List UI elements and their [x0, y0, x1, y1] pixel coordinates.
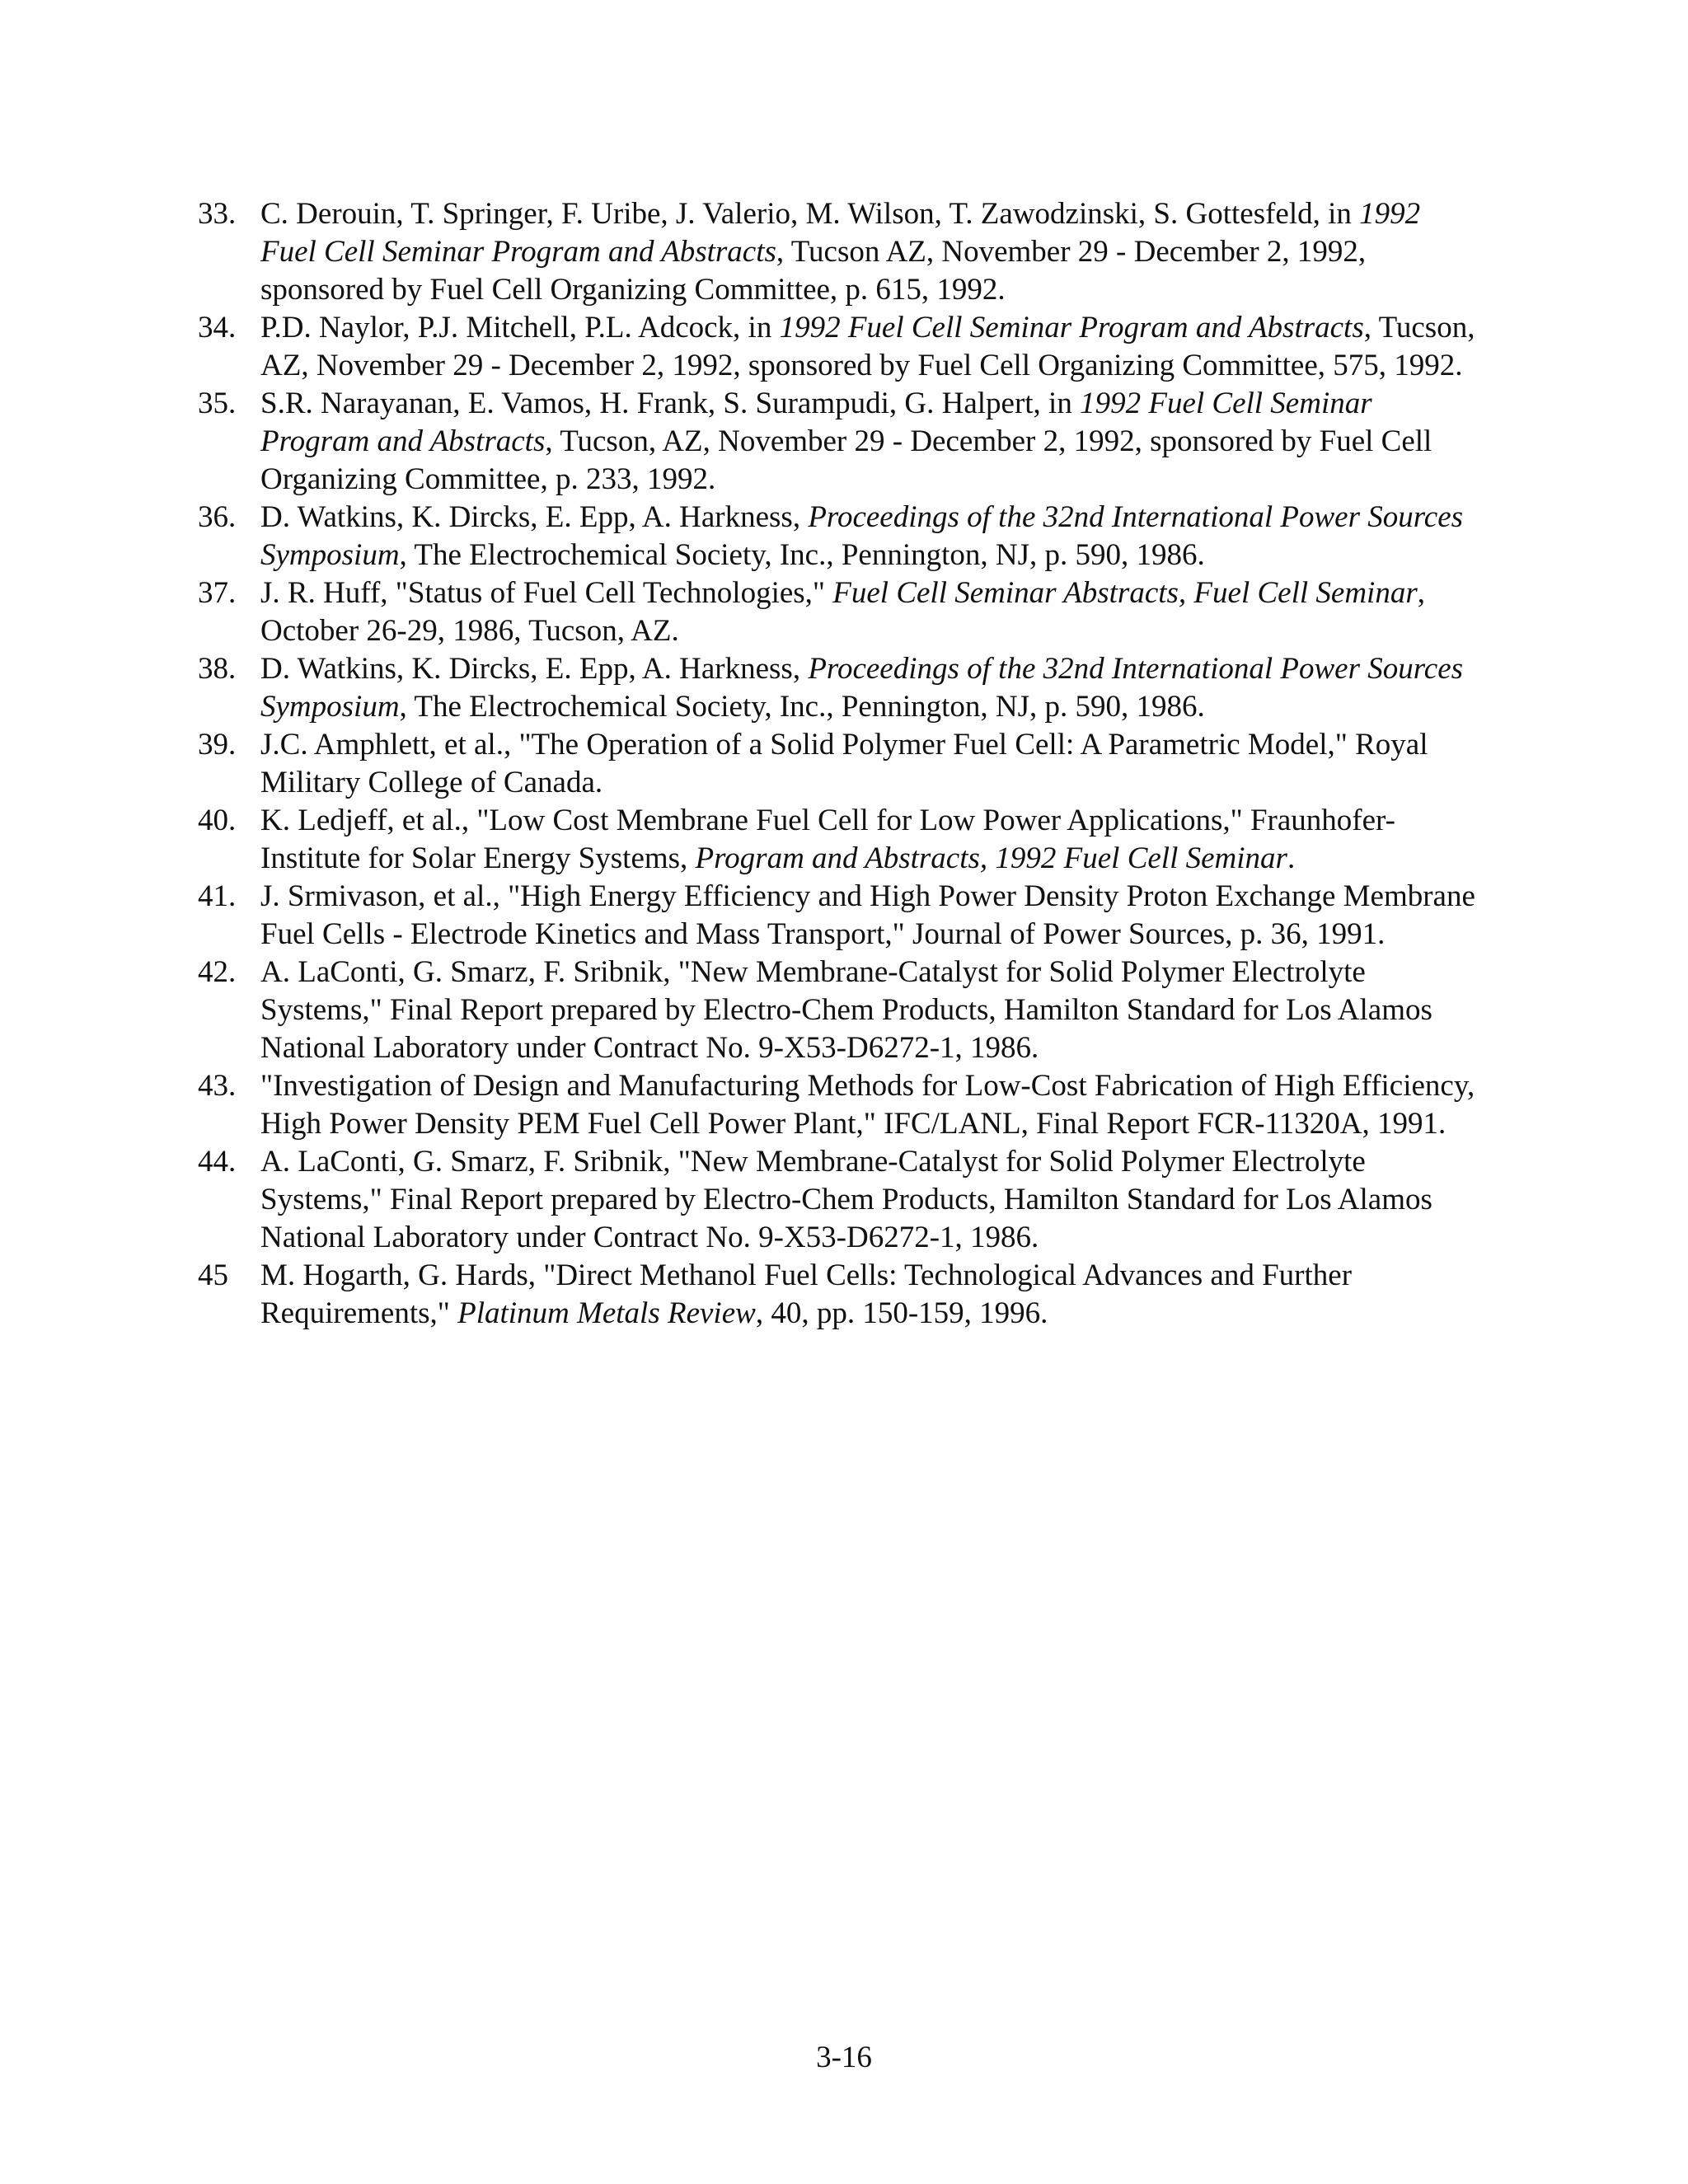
reference-text-segment: , The Electrochemical Society, Inc., Pennington, NJ, p. 590, 1986. [399, 690, 1205, 724]
reference-text-segment: , Tucson, AZ, November 29 - December 2, 1992, sponsored by Fuel Cell Organizing Committee, p. 233, 1992. [260, 424, 1432, 496]
reference-number: 37. [198, 576, 237, 610]
reference-text [260, 197, 1420, 307]
reference-text-segment: K. Ledjeff, et al., "Low Cost Membrane Fuel Cell for Low Power Applications," Fraunhofer-Institute for Solar Energy Systems, [260, 804, 1395, 875]
reference-number: 41. [198, 879, 237, 913]
reference-title-italic: Platinum Metals Review [457, 1296, 756, 1330]
reference-title-italic: Program and Abstracts, 1992 Fuel Cell Seminar [695, 841, 1287, 875]
reference-text [260, 1069, 1475, 1141]
reference-text [260, 311, 1475, 382]
reference-text [260, 728, 1428, 799]
reference-list [198, 195, 1484, 1333]
reference-text-segment: , The Electrochemical Society, Inc., Pennington, NJ, p. 590, 1986. [399, 538, 1205, 572]
reference-text [260, 576, 1425, 648]
reference-title-italic: Proceedings of the 32nd International Power Sources Symposium [260, 500, 1464, 572]
reference-number: 33. [198, 197, 237, 231]
reference-item [198, 726, 1484, 802]
reference-text-segment: , Tucson AZ, November 29 - December 2, 1992, sponsored by Fuel Cell Organizing Committee, p. 615, 1992. [260, 235, 1367, 307]
reference-item [198, 385, 1484, 499]
reference-item [198, 650, 1484, 726]
reference-text [260, 1258, 1352, 1330]
reference-item [198, 1257, 1484, 1333]
reference-title-italic: 1992 Fuel Cell Seminar Program and Abstracts [260, 387, 1372, 458]
reference-text [260, 955, 1432, 1065]
reference-item [198, 195, 1484, 309]
reference-text-segment: J. R. Huff, "Status of Fuel Cell Technologies," [260, 576, 833, 610]
reference-number: 40. [198, 804, 237, 837]
reference-item [198, 309, 1484, 385]
reference-text [260, 387, 1432, 496]
reference-item [198, 878, 1484, 954]
reference-text-segment: A. LaConti, G. Smarz, F. Sribnik, "New Membrane-Catalyst for Solid Polymer Electrolyte Systems," Final Report prepared by Electro-Chem Products, Hamilton Standard for Los Alamos National Laboratory under Contract No. 9-X53-D6272-1, 1986. [260, 955, 1432, 1065]
reference-text [260, 804, 1395, 875]
reference-text [260, 1145, 1432, 1254]
reference-number: 36. [198, 500, 237, 534]
page-number: 3-16 [816, 2041, 872, 2074]
reference-text [260, 879, 1475, 951]
reference-text-segment: , 40, pp. 150-159, 1996. [755, 1296, 1048, 1330]
reference-number: 35. [198, 387, 237, 420]
reference-text-segment: M. Hogarth, G. Hards, "Direct Methanol Fuel Cells: Technological Advances and Further Requirements," [260, 1258, 1353, 1330]
reference-text-segment: P.D. Naylor, P.J. Mitchell, P.L. Adcock, in [260, 311, 780, 344]
reference-item [198, 574, 1484, 650]
reference-number: 34. [198, 311, 237, 344]
reference-text-segment: D. Watkins, K. Dircks, E. Epp, A. Harkness, [260, 652, 809, 686]
reference-item [198, 802, 1484, 878]
reference-text-segment: S.R. Narayanan, E. Vamos, H. Frank, S. Surampudi, G. Halpert, in [260, 387, 1081, 420]
reference-number: 38. [198, 652, 237, 686]
reference-text-segment: J. Srmivason, et al., "High Energy Efficiency and High Power Density Proton Exchange Membrane Fuel Cells - Electrode Kinetics and Mass Transport," Journal of Power Sources, p. 36, 1991. [260, 879, 1475, 951]
reference-text-segment: , October 26-29, 1986, Tucson, AZ. [260, 576, 1425, 648]
reference-text-segment: J.C. Amphlett, et al., "The Operation of a Solid Polymer Fuel Cell: A Parametric Model," Royal Military College of Canada. [260, 728, 1428, 799]
reference-item [198, 1067, 1484, 1143]
reference-item [198, 499, 1484, 574]
reference-number: 39. [198, 728, 237, 762]
reference-text [260, 652, 1463, 724]
reference-item [198, 954, 1484, 1067]
reference-text-segment: C. Derouin, T. Springer, F. Uribe, J. Valerio, M. Wilson, T. Zawodzinski, S. Gottesfeld, in [260, 197, 1360, 231]
reference-item [198, 1143, 1484, 1257]
reference-text-segment: "Investigation of Design and Manufacturing Methods for Low-Cost Fabrication of High Efficiency, High Power Density PEM Fuel Cell Power Plant," IFC/LANL, Final Report FCR-11320A, 1991. [260, 1069, 1475, 1141]
reference-number: 42. [198, 955, 237, 989]
reference-number: 43. [198, 1069, 237, 1103]
reference-text-segment: D. Watkins, K. Dircks, E. Epp, A. Harkness, [260, 500, 809, 534]
reference-text-segment: . [1287, 841, 1296, 875]
reference-title-italic: 1992 Fuel Cell Seminar Program and Abstracts [260, 197, 1421, 269]
reference-number: 45 [198, 1258, 228, 1292]
reference-title-italic: 1992 Fuel Cell Seminar Program and Abstracts [779, 311, 1364, 344]
reference-title-italic: Proceedings of the 32nd International Power Sources Symposium [260, 652, 1464, 724]
reference-text-segment: A. LaConti, G. Smarz, F. Sribnik, "New Membrane-Catalyst for Solid Polymer Electrolyte Systems," Final Report prepared by Electro-Chem Products, Hamilton Standard for Los Alamos National Laboratory under Contract No. 9-X53-D6272-1, 1986. [260, 1145, 1432, 1254]
reference-text [260, 500, 1463, 572]
reference-text-segment: , Tucson, AZ, November 29 - December 2, 1992, sponsored by Fuel Cell Organizing Committee, 575, 1992. [260, 311, 1475, 382]
reference-title-italic: Fuel Cell Seminar Abstracts, Fuel Cell Seminar [832, 576, 1418, 610]
reference-number: 44. [198, 1145, 237, 1179]
